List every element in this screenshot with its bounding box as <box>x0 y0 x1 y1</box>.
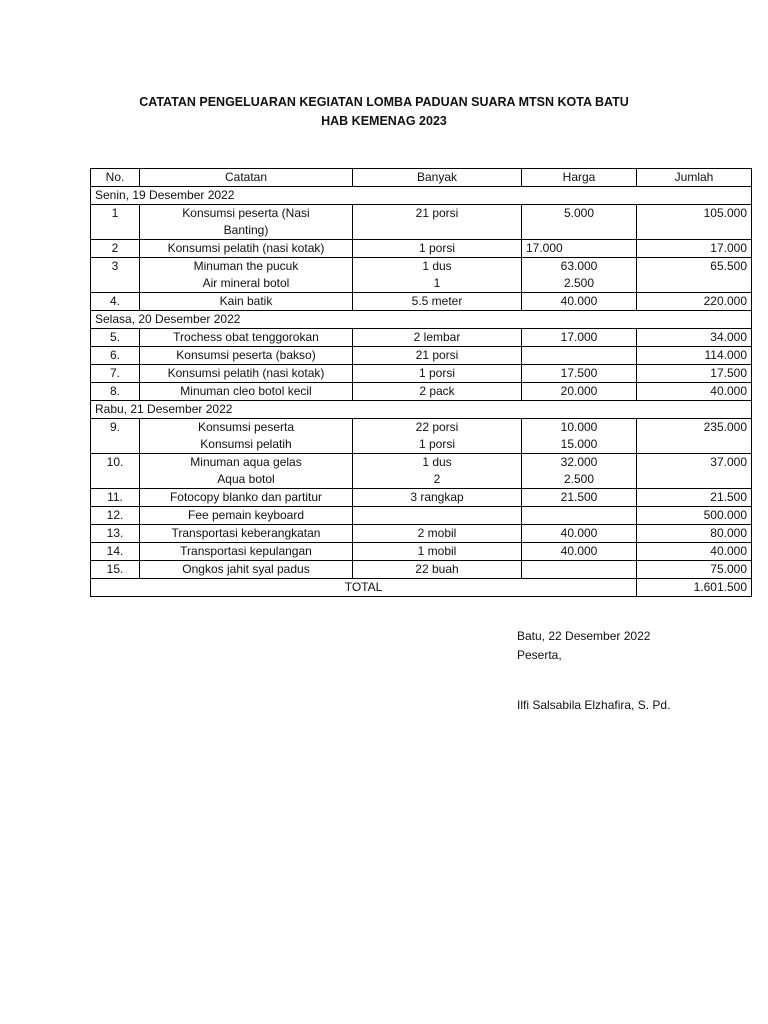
cell-jumlah: 80.000 <box>637 525 752 543</box>
table-row <box>91 365 752 383</box>
banyak-line: 1 mobil <box>417 544 457 558</box>
harga-line: 17.500 <box>560 366 598 380</box>
banyak-line: 22 porsi <box>415 420 459 434</box>
header-catatan: Catatan <box>140 169 353 187</box>
date-section-row <box>91 401 752 419</box>
catatan-line: Transportasi keberangkatan <box>171 526 321 540</box>
cell-jumlah: 17.500 <box>637 365 752 383</box>
cell-banyak <box>353 543 522 561</box>
cell-no: 8. <box>91 383 140 401</box>
cell-jumlah: 40.000 <box>637 383 752 401</box>
header-no: No. <box>91 169 140 187</box>
document-title: CATATAN PENGELUARAN KEGIATAN LOMBA PADUAN SUARA MTSN KOTA BATU <box>139 95 629 109</box>
cell-jumlah: 114.000 <box>637 347 752 365</box>
date-section-label: Rabu, 21 Desember 2022 <box>91 401 752 419</box>
banyak-line: 21 porsi <box>415 206 459 220</box>
cell-jumlah: 105.000 <box>637 205 752 240</box>
cell-banyak <box>353 240 522 258</box>
banyak-line: 2 mobil <box>417 526 457 540</box>
cell-jumlah: 235.000 <box>637 419 752 454</box>
cell-banyak <box>353 258 522 293</box>
expense-table <box>90 168 752 597</box>
banyak-line: 22 buah <box>415 562 459 576</box>
harga-line: 15.000 <box>560 437 598 451</box>
cell-harga <box>522 258 637 293</box>
signature-name: Ilfi Salsabila Elzhafira, S. Pd. <box>517 698 671 712</box>
harga-line: 40.000 <box>560 544 598 558</box>
date-section-label: Senin, 19 Desember 2022 <box>91 187 752 205</box>
cell-banyak <box>353 329 522 347</box>
cell-catatan <box>140 543 353 561</box>
catatan-line: Minuman the pucuk <box>193 259 299 273</box>
table-row <box>91 329 752 347</box>
harga-line: 17.000 <box>560 330 598 344</box>
table-row <box>91 205 752 240</box>
cell-catatan <box>140 383 353 401</box>
cell-no: 2 <box>91 240 140 258</box>
catatan-line: Banting) <box>223 223 269 237</box>
harga-line: 40.000 <box>560 294 598 308</box>
cell-no: 10. <box>91 454 140 489</box>
cell-no: 11. <box>91 489 140 507</box>
cell-harga <box>522 489 637 507</box>
cell-no: 4. <box>91 293 140 311</box>
cell-harga <box>522 347 637 365</box>
banyak-line: 21 porsi <box>415 348 459 362</box>
banyak-line: 1 porsi <box>418 241 456 255</box>
cell-jumlah: 17.000 <box>637 240 752 258</box>
table-row <box>91 507 752 525</box>
cell-jumlah: 500.000 <box>637 507 752 525</box>
catatan-line: Konsumsi pelatih (nasi kotak) <box>167 366 325 380</box>
signature-place-date: Batu, 22 Desember 2022 <box>517 629 651 643</box>
cell-jumlah: 75.000 <box>637 561 752 579</box>
cell-harga <box>522 454 637 489</box>
cell-banyak <box>353 383 522 401</box>
cell-catatan <box>140 489 353 507</box>
table-row <box>91 347 752 365</box>
cell-no: 3 <box>91 258 140 293</box>
banyak-line: 1 porsi <box>418 366 456 380</box>
cell-banyak <box>353 293 522 311</box>
banyak-line: 2 <box>433 472 441 486</box>
signature-role: Peserta, <box>517 648 562 662</box>
cell-jumlah: 34.000 <box>637 329 752 347</box>
header-harga: Harga <box>522 169 637 187</box>
harga-line: 2.500 <box>563 472 595 486</box>
harga-line: 32.000 <box>560 455 598 469</box>
cell-catatan <box>140 205 353 240</box>
cell-harga <box>522 419 637 454</box>
catatan-line: Konsumsi peserta (bakso) <box>176 348 316 362</box>
cell-harga <box>522 329 637 347</box>
catatan-line: Konsumsi pelatih (nasi kotak) <box>167 241 325 255</box>
harga-line: 20.000 <box>560 384 598 398</box>
catatan-line: Kain batik <box>219 294 273 308</box>
cell-catatan <box>140 258 353 293</box>
cell-banyak <box>353 561 522 579</box>
cell-harga <box>522 507 637 525</box>
cell-catatan <box>140 561 353 579</box>
cell-no: 6. <box>91 347 140 365</box>
cell-banyak <box>353 489 522 507</box>
cell-jumlah: 40.000 <box>637 543 752 561</box>
harga-line: 63.000 <box>560 259 598 273</box>
table-row <box>91 454 752 489</box>
total-value: 1.601.500 <box>637 579 752 597</box>
cell-no: 7. <box>91 365 140 383</box>
cell-no: 5. <box>91 329 140 347</box>
total-label: TOTAL <box>91 579 637 597</box>
catatan-line: Fee pemain keyboard <box>187 508 305 522</box>
cell-harga <box>522 383 637 401</box>
harga-line: 10.000 <box>560 420 598 434</box>
harga-line: 5.000 <box>563 206 595 220</box>
table-row <box>91 419 752 454</box>
cell-banyak <box>353 205 522 240</box>
catatan-line: Konsumsi peserta (Nasi <box>182 206 310 220</box>
date-section-label: Selasa, 20 Desember 2022 <box>91 311 752 329</box>
catatan-line: Minuman cleo botol kecil <box>180 384 312 398</box>
banyak-line: 3 rangkap <box>410 490 464 504</box>
catatan-line: Minuman aqua gelas <box>190 455 302 469</box>
cell-catatan <box>140 454 353 489</box>
catatan-line: Konsumsi peserta <box>197 420 295 434</box>
cell-harga <box>522 365 637 383</box>
date-section-row <box>91 311 752 329</box>
table-row <box>91 383 752 401</box>
harga-line: 21.500 <box>560 490 598 504</box>
catatan-line: Fotocopy blanko dan partitur <box>169 490 323 504</box>
cell-banyak <box>353 419 522 454</box>
cell-catatan <box>140 293 353 311</box>
cell-no: 12. <box>91 507 140 525</box>
cell-harga <box>522 525 637 543</box>
header-jumlah: Jumlah <box>637 169 752 187</box>
cell-jumlah: 65.500 <box>637 258 752 293</box>
table-row <box>91 258 752 293</box>
cell-banyak <box>353 347 522 365</box>
banyak-line: 2 pack <box>419 384 455 398</box>
cell-harga <box>522 205 637 240</box>
cell-no: 1 <box>91 205 140 240</box>
cell-catatan <box>140 525 353 543</box>
harga-line: 40.000 <box>560 526 598 540</box>
table-row <box>91 489 752 507</box>
cell-catatan <box>140 329 353 347</box>
cell-harga <box>522 543 637 561</box>
catatan-line: Air mineral botol <box>202 276 290 290</box>
harga-line: 2.500 <box>563 276 595 290</box>
cell-no: 15. <box>91 561 140 579</box>
cell-catatan <box>140 419 353 454</box>
table-row <box>91 293 752 311</box>
harga-line: 17.000 <box>526 241 563 255</box>
cell-banyak <box>353 365 522 383</box>
catatan-line: Aqua botol <box>217 472 275 486</box>
cell-harga <box>522 293 637 311</box>
catatan-line: Trochess obat tenggorokan <box>173 330 319 344</box>
banyak-line: 2 lembar <box>413 330 461 344</box>
catatan-line: Konsumsi pelatih <box>200 437 292 451</box>
document-subtitle: HAB KEMENAG 2023 <box>321 114 447 128</box>
banyak-line: 1 porsi <box>418 437 456 451</box>
cell-jumlah: 37.000 <box>637 454 752 489</box>
cell-harga <box>522 240 637 258</box>
header-banyak: Banyak <box>353 169 522 187</box>
table-row <box>91 240 752 258</box>
table-row <box>91 561 752 579</box>
table-row <box>91 525 752 543</box>
cell-no: 9. <box>91 419 140 454</box>
cell-catatan <box>140 507 353 525</box>
cell-no: 14. <box>91 543 140 561</box>
cell-banyak <box>353 525 522 543</box>
cell-jumlah: 21.500 <box>637 489 752 507</box>
banyak-line: 5.5 meter <box>411 294 463 308</box>
catatan-line: Ongkos jahit syal padus <box>182 562 310 576</box>
cell-catatan <box>140 365 353 383</box>
banyak-line: 1 dus <box>422 455 452 469</box>
cell-banyak <box>353 454 522 489</box>
cell-catatan <box>140 347 353 365</box>
catatan-line: Transportasi kepulangan <box>180 544 312 558</box>
cell-harga <box>522 561 637 579</box>
cell-no: 13. <box>91 525 140 543</box>
table-row <box>91 543 752 561</box>
total-row <box>91 579 752 597</box>
date-section-row <box>91 187 752 205</box>
cell-banyak <box>353 507 522 525</box>
banyak-line: 1 <box>433 276 441 290</box>
cell-jumlah: 220.000 <box>637 293 752 311</box>
banyak-line: 1 dus <box>422 259 452 273</box>
table-header-row <box>91 169 752 187</box>
cell-catatan <box>140 240 353 258</box>
